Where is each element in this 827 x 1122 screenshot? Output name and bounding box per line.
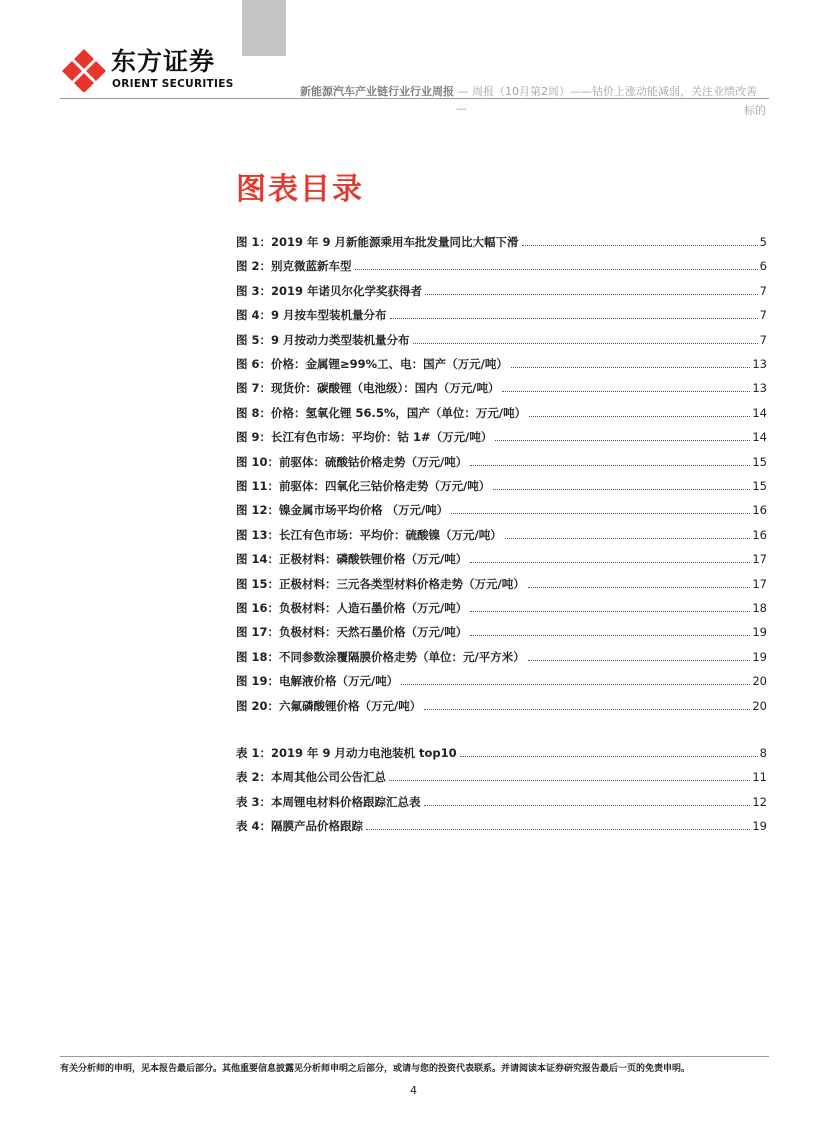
toc-item[interactable] — [236, 453, 767, 471]
toc-item[interactable] — [236, 672, 767, 690]
toc-item-label: 表 1：2019 年 9 月动力电池装机 top10 — [236, 746, 457, 760]
toc-item-label: 表 3：本周锂电材料价格跟踪汇总表 — [236, 794, 421, 809]
orient-securities-logo-icon — [62, 48, 106, 92]
toc-item[interactable] — [236, 526, 767, 544]
toc-item-label: 图 17：负极材料：天然石墨价格（万元/吨） — [236, 625, 468, 640]
toc-page-number: 14 — [752, 405, 767, 420]
toc-leader — [470, 453, 750, 466]
toc-page-number: 14 — [752, 430, 767, 445]
page-number: 4 — [410, 1084, 417, 1097]
toc-page-number: 6 — [759, 259, 767, 274]
toc-page-number: 20 — [752, 698, 767, 713]
toc-page-number: 19 — [752, 625, 767, 640]
toc-item-label: 图 16：负极材料：人造石墨价格（万元/吨） — [236, 601, 468, 615]
toc-item-label: 图 2：别克微蓝新车型 — [236, 259, 352, 274]
toc-page-number: 19 — [752, 819, 767, 834]
toc-page-number: 13 — [752, 357, 767, 371]
toc-leader — [502, 379, 750, 392]
toc-item-label: 图 15：正极材料：三元各类型材料价格走势（万元/吨） — [236, 576, 525, 591]
toc-page-number: 18 — [752, 601, 767, 615]
toc-item-label: 图 19：电解液价格（万元/吨） — [236, 674, 399, 689]
toc-item-label: 图 4：9 月按车型装机量分布 — [236, 308, 387, 323]
toc-item[interactable] — [236, 648, 767, 666]
toc-item[interactable] — [236, 477, 767, 495]
toc-page-number: 19 — [752, 649, 767, 664]
toc-page-number: 13 — [752, 381, 767, 396]
toc-leader — [495, 428, 750, 441]
toc-item-label: 图 9：长江有色市场：平均价：钴 1#（万元/吨） — [236, 430, 493, 445]
toc-item-label: 图 20：六氟磷酸锂价格（万元/吨） — [236, 698, 422, 713]
footer-disclaimer: 有关分析师的申明，见本报告最后部分。其他重要信息披露见分析师申明之后部分，或请与您的投资代表联系。并请阅读本证券研究报告最后一页的免责申明。 — [60, 1064, 691, 1074]
toc-leader — [355, 257, 758, 270]
toc-leader — [528, 575, 751, 588]
toc-item-label: 图 7：现货价：碳酸锂（电池级）：国内（万元/吨） — [236, 381, 500, 396]
footer-divider — [60, 1056, 769, 1057]
toc-item-label: 图 1：2019 年 9 月新能源乘用车批发量同比大幅下滑 — [236, 235, 519, 249]
toc-page-number: 7 — [759, 332, 767, 347]
toc-leader — [460, 744, 758, 757]
toc-item[interactable] — [236, 575, 767, 593]
toc-item[interactable] — [236, 697, 767, 715]
toc-item-label: 图 8：价格：氢氧化锂 56.5%，国产（单位：万元/吨） — [236, 405, 527, 420]
toc-item-label: 图 18：不同参数涂覆隔膜价格走势（单位：元/平方米） — [236, 649, 525, 664]
header-gray-band — [242, 0, 286, 56]
toc-page-number: 7 — [759, 283, 767, 298]
toc-page-number: 11 — [752, 770, 767, 785]
toc-item[interactable] — [236, 501, 767, 519]
toc-leader — [424, 793, 751, 806]
toc-page-number: 15 — [752, 454, 767, 469]
toc-page-number: 12 — [752, 794, 767, 809]
toc-leader — [529, 404, 750, 417]
toc-leader — [528, 648, 751, 661]
logo — [62, 48, 232, 92]
toc-item[interactable] — [236, 623, 767, 641]
report-header-continuation-left: — — [456, 102, 467, 115]
toc-leader — [425, 282, 758, 295]
toc-item[interactable] — [236, 599, 767, 617]
toc-page-number: 15 — [752, 479, 767, 493]
toc-item[interactable] — [236, 355, 767, 373]
toc-item-label: 图 5：9 月按动力类型装机量分布 — [236, 332, 410, 347]
toc-leader — [470, 550, 750, 563]
logo-text-cn: 东方证券 — [111, 47, 216, 76]
toc-page-number: 17 — [752, 552, 767, 567]
toc-item[interactable] — [236, 257, 767, 275]
toc-leader — [451, 501, 750, 514]
report-subtitle: — 周报（10月第2周）——钴价上涨动能减弱，关注业绩改善 — [454, 85, 757, 98]
toc-page-number: 5 — [759, 235, 767, 249]
toc-item-label: 图 10：前驱体：硫酸钴价格走势（万元/吨） — [236, 454, 468, 469]
toc-item-label: 表 2：本周其他公司公告汇总 — [236, 770, 387, 785]
toc-item-label: 图 3：2019 年诺贝尔化学奖获得者 — [236, 283, 423, 298]
report-header — [300, 83, 757, 99]
toc-item-label: 图 14：正极材料：磷酸铁锂价格（万元/吨） — [236, 552, 468, 567]
toc-page-number: 17 — [752, 576, 767, 591]
toc-item[interactable] — [236, 744, 767, 762]
toc-item[interactable] — [236, 404, 767, 422]
toc-item[interactable] — [236, 379, 767, 397]
toc-item[interactable] — [236, 331, 767, 349]
toc-page-number: 16 — [752, 527, 767, 542]
toc-item[interactable] — [236, 282, 767, 300]
report-title: 新能源汽车产业链行业行业周报 — [300, 85, 454, 98]
toc-item-label: 图 13：长江有色市场：平均价：硫酸镍（万元/吨） — [236, 527, 502, 542]
toc-leader — [389, 768, 750, 781]
toc-page-number: 16 — [752, 503, 767, 518]
toc-leader — [366, 817, 750, 830]
logo-text-en: ORIENT SECURITIES — [112, 78, 234, 90]
toc-page-number: 20 — [752, 674, 767, 689]
header-divider — [60, 98, 769, 99]
toc-item[interactable] — [236, 428, 767, 446]
toc-page-number: 7 — [759, 308, 767, 323]
toc-item[interactable] — [236, 768, 767, 786]
page-title: 图表目录 — [236, 172, 364, 207]
toc-item[interactable] — [236, 817, 767, 835]
toc-leader — [511, 355, 750, 368]
toc-item[interactable] — [236, 550, 767, 568]
toc-leader — [401, 672, 750, 685]
toc-leader — [522, 233, 758, 246]
toc-item-label: 图 6：价格：金属锂≥99%工、电：国产（万元/吨） — [236, 357, 508, 371]
toc-leader — [390, 306, 758, 319]
toc-item[interactable] — [236, 306, 767, 324]
toc-leader — [470, 623, 750, 636]
toc-leader — [493, 477, 750, 490]
toc-item[interactable] — [236, 793, 767, 811]
toc-item-label: 图 11：前驱体：四氧化三钴价格走势（万元/吨） — [236, 479, 491, 493]
toc-item-label: 图 12：镍金属市场平均价格 （万元/吨） — [236, 503, 449, 518]
toc-leader — [505, 526, 751, 539]
toc-item-label: 表 4：隔膜产品价格跟踪 — [236, 819, 364, 834]
toc-item[interactable] — [236, 233, 767, 251]
toc-leader — [413, 331, 758, 344]
report-header-continuation-right: 标的 — [744, 104, 766, 117]
toc-leader — [424, 697, 750, 710]
toc-leader — [470, 599, 750, 612]
toc-page-number: 8 — [759, 746, 767, 760]
